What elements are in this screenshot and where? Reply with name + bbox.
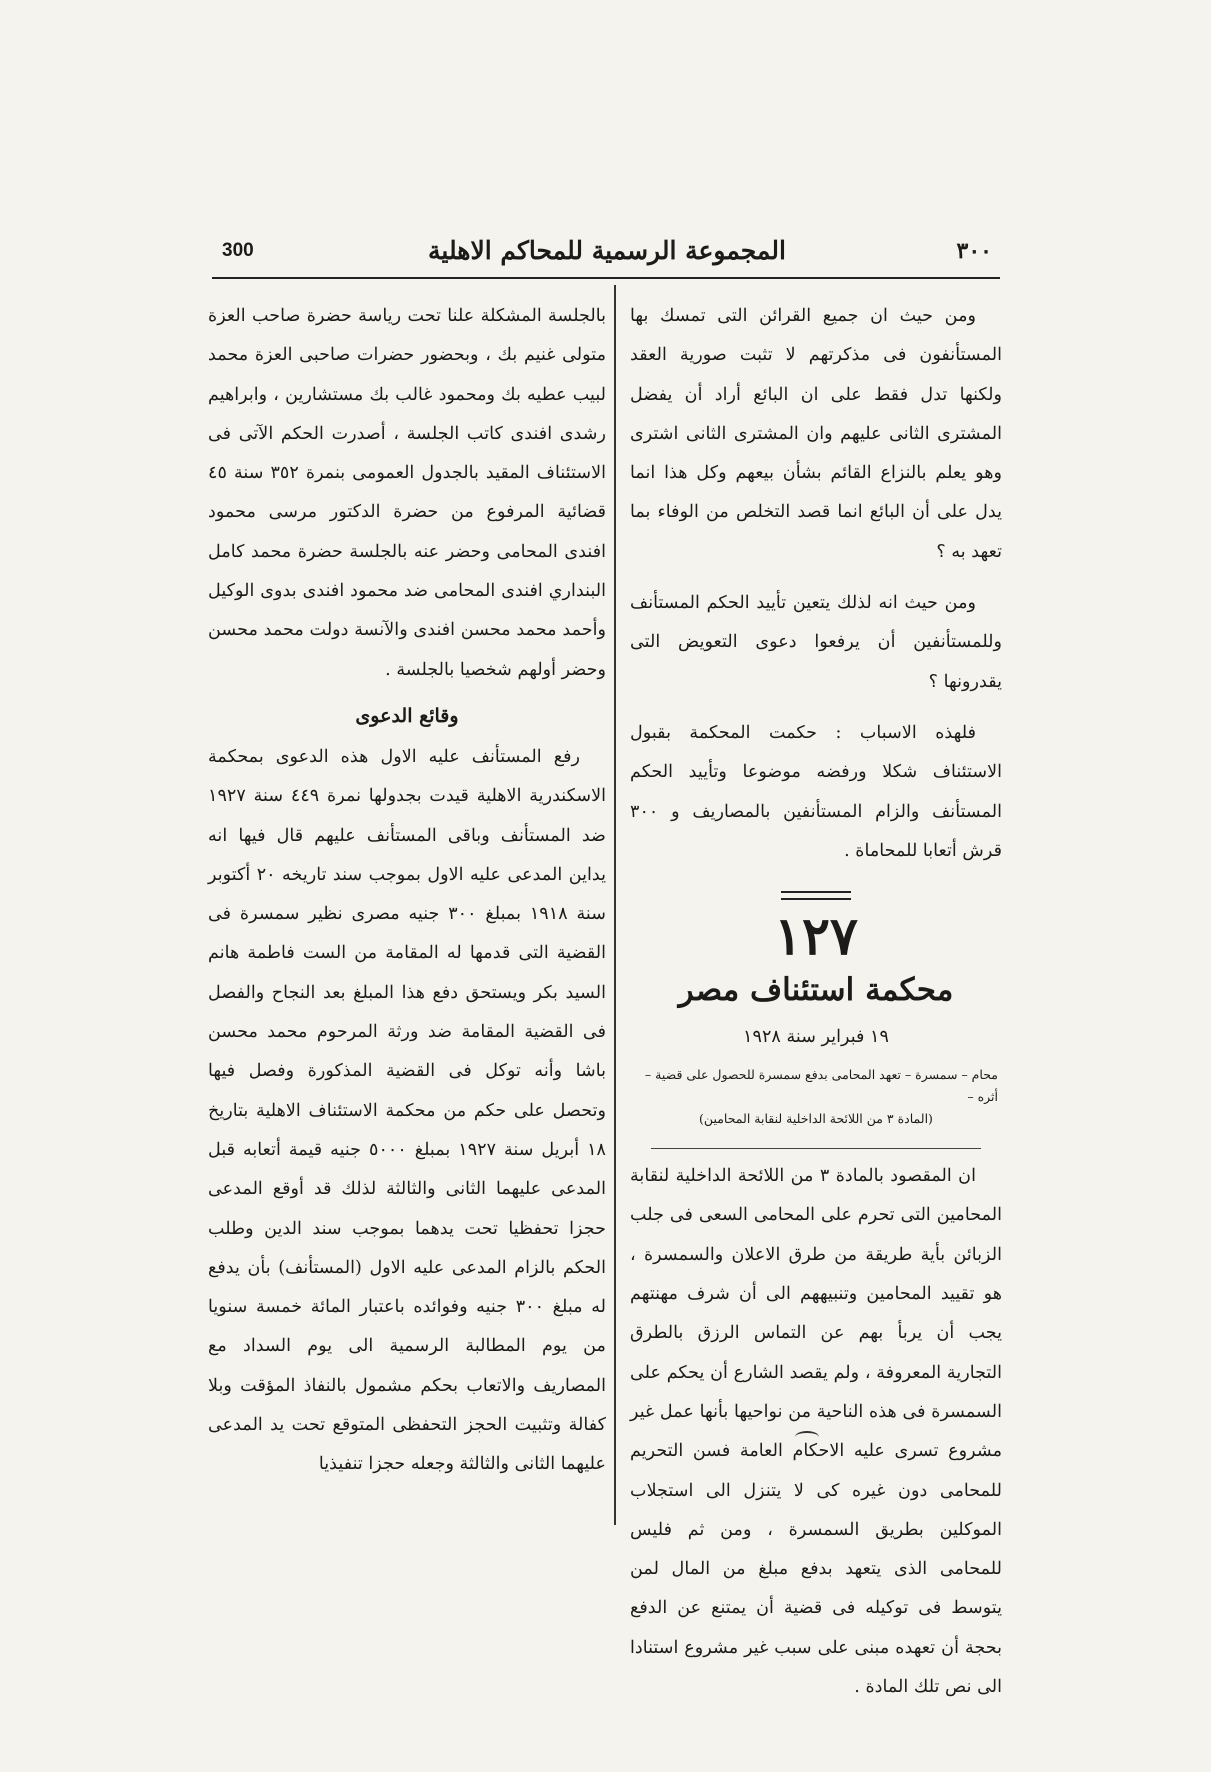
paragraph-reasoning-2: ومن حيث انه لذلك يتعين تأييد الحكم المستأنف وللمستأنفين أن يرفعوا دعوى التعويض التى يقدرونها ؟ bbox=[630, 593, 1002, 692]
case-number: ١٢٧ bbox=[774, 906, 858, 968]
summary-keywords: محام – سمسرة – تعهد المحامى بدفع سمسرة للحصول على قضية – أثره – bbox=[644, 1067, 998, 1105]
end-mark bbox=[795, 1431, 819, 1443]
paragraph-case-facts: رفع المستأنف عليه الاول هذه الدعوى بمحكمة الاسكندرية الاهلية قيدت بجدولها نمرة ٤٤٩ سنة ١٩٢٧ ضد المستأنف وباقى المستأنف عليهم قال فيها انه يداين المدعى عليه الاول بموجب سند تاريخه ٢٠ أكتوبر سنة ١٩١٨ بمبلغ ٣٠٠ جنيه مصرى نظير سمسرة فى القضية التى قدمها له المقامة من الست فاطمة هانم السيد بكر ويستحق دفع هذا المبلغ بعد النجاح والفصل فى القضية المقامة ضد ورثة المرحوم محمد محسن باشا وأنه توكل فى القضية المذكورة وفصل فيها وتحصل على حكم من محكمة الاستئناف الاهلية بتاريخ ١٨ أبريل سنة ١٩٢٧ بمبلغ ٥٠٠٠ جنيه قيمة أتعابه قبل المدعى عليهما الثانى والثالثة لذلك قد أوقع المدعى حجزا تحفظيا تحت يدهما بموجب سند الدين وطلب الحكم بالزام المدعى عليه الاول (المستأنف) بأن يدفع له مبلغ ٣٠٠ جنيه وفوائده باعتبار المائة خمسة سنويا من يوم المطالبة الرسمية الى يوم السداد مع المصاريف والاتعاب بحكم مشمول بالنفاذ المؤقت وبلا كفالة وتثبيت الحجز التحفظى المتوقع تحت يد المدعى عليهما الثانى والثالثة وجعله حجزا تنفيذيا bbox=[208, 746, 607, 1475]
left-column bbox=[208, 297, 606, 1485]
double-rule bbox=[781, 891, 851, 900]
paragraph-session-intro: بالجلسة المشكلة علنا تحت رياسة حضرة صاحب العزة متولى غنيم بك ، وبحضور حضرات صاحبى العزة محمد لبيب عطيه بك ومحمود غالب بك مستشارين ، وابراهيم رشدى افندى كاتب الجلسة ، أصدرت الحكم الآتى فى الاستئناف المقيد بالجدول العمومى بنمرة ٣٥٢ سنة ٤٥ قضائية المرفوع من حضرة الدكتور مرسى محمود افندى المحامى وحضر عنه بالجلسة حضرة محمد كامل البنداري افندى المحامى ضد محمود افندى بدوى الوكيل وأحمد محمد محسن افندى والآنسة دولت محمد محسن وحضر أولهم شخصيا بالجلسة . bbox=[208, 306, 606, 680]
column-divider bbox=[614, 285, 616, 1525]
section-rule bbox=[651, 1148, 981, 1149]
paragraph-verdict: فلهذه الاسباب : حكمت المحكمة بقبول الاستئناف شكلا ورفضه موضوعا وتأييد الحكم المستأنف والزام المستأنفين بالمصاريف و ٣٠٠ قرش أتعابا للمحاماة . bbox=[630, 722, 1002, 861]
page-header bbox=[222, 238, 992, 270]
page-number-arabic: ٣٠٠ bbox=[956, 238, 992, 264]
case-date: ١٩ فبراير سنة ١٩٢٨ bbox=[743, 1027, 889, 1048]
header-rule bbox=[212, 277, 1000, 279]
journal-title: المجموعة الرسمية للمحاكم الاهلية bbox=[428, 236, 786, 265]
paragraph-ruling-principle: ان المقصود بالمادة ٣ من اللائحة الداخلية لنقابة المحامين التى تحرم على المحامى السعى فى جلب الزبائن بأية طريقة من طرق الاعلان والسمسرة ، هو تقييد المحامين وتنبيههم الى أن شرف مهنتهم يجب أن يربأ بهم عن التماس الرزق بالطرق التجارية المعروفة ، ولم يقصد الشارع أن يحكم على السمسرة فى هذه الناحية من نواحيها بأنها عمل غير مشروع تسرى عليه الاحكام العامة فسن التحريم للمحامى دون غيره كى لا يتنزل الى استجلاب الموكلين بطريق السمسرة ، ومن ثم فليس للمحامى الذى يتعهد بدفع مبلغ من المال لمن يتوسط فى توكيله فى قضية أن يمتنع عن الدفع بحجة أن تعهده مبنى على سبب غير مشروع استنادا الى نص تلك المادة . bbox=[630, 1166, 1002, 1698]
page-number-latin: 300 bbox=[222, 240, 254, 261]
summary-reference: (المادة ٣ من اللائحة الداخلية لنقابة المحامين) bbox=[699, 1111, 933, 1127]
case-heading-block bbox=[630, 891, 1002, 1149]
right-column bbox=[630, 297, 1002, 1707]
court-name: محكمة استئناف مصر bbox=[678, 972, 954, 1009]
section-heading: وقائع الدعوى bbox=[355, 704, 459, 727]
paragraph-reasoning-1: ومن حيث ان جميع القرائن التى تمسك بها المستأنفون فى مذكرتهم لا تثبت صورية العقد ولكنها تدل فقط على ان البائع أراد أن يفضل المشترى الثانى عليهم وان المشترى الثانى اشترى وهو يعلم بالنزاع القائم بشأن بيعهم وكل هذا انما يدل على أن البائع انما قصد التخلص من الوفاء بما تعهد به ؟ bbox=[630, 306, 1002, 562]
